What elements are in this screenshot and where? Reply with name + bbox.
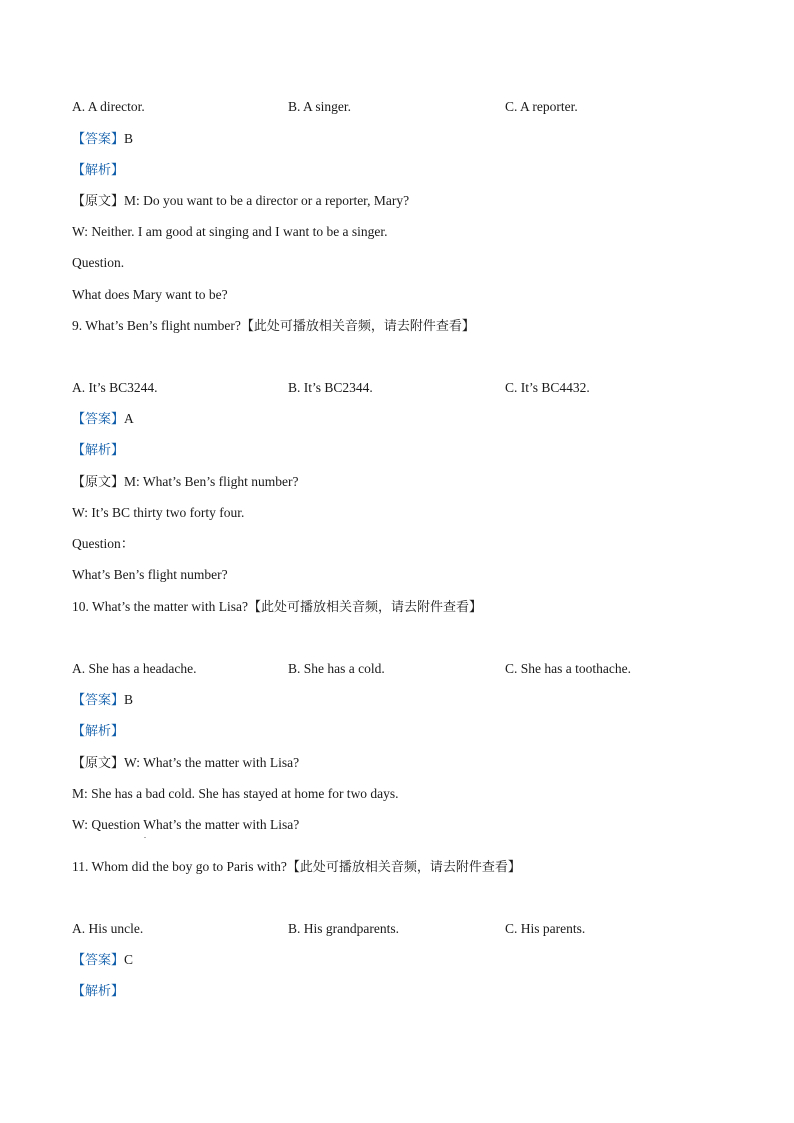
analysis-tag: 【解析】 [72,984,125,999]
q8-option-a: A. A director. [72,99,145,114]
answer-value: A [124,411,134,426]
audio-note: 【此处可播放相关音频，请去附件查看】 [286,860,521,875]
q9-analysis [72,441,124,460]
question-text: 9. What’s Ben’s flight number? [72,318,241,333]
q8-line-3: What does Mary want to be? [72,287,228,302]
q11-answer [72,951,133,970]
q10-question [72,598,482,617]
q9-line-3: What’s Ben’s flight number? [72,567,228,582]
q9-original [72,473,299,492]
audio-note: 【此处可播放相关音频，请去附件查看】 [240,319,475,334]
q11-question [72,858,521,877]
q10-option-c: C. She has a toothache. [505,661,631,676]
original-tag: 【原文】 [72,756,125,771]
q9-line-1: W: It’s BC thirty two forty four. [72,505,245,520]
original-text: W: What’s the matter with Lisa? [124,755,300,770]
answer-tag: 【答案】 [72,953,125,968]
q8-option-b: B. A singer. [288,99,352,114]
q8-line-2: Question. [72,255,125,270]
q11-options [72,920,732,938]
q11-option-b: B. His grandparents. [288,921,399,936]
q10-option-a: A. She has a headache. [72,661,197,676]
q10-answer [72,691,133,710]
answer-value: C [124,952,134,967]
q8-answer [72,130,133,149]
analysis-tag: 【解析】 [72,724,125,739]
answer-value: B [124,692,134,707]
q11-option-c: C. His parents. [505,921,586,936]
q9-question [72,317,475,336]
q8-analysis [72,161,124,180]
analysis-tag: 【解析】 [72,443,125,458]
q8-options [72,98,732,116]
original-tag: 【原文】 [72,194,125,209]
q9-option-b: B. It’s BC2344. [288,380,373,395]
original-text: M: Do you want to be a director or a reporter, Mary? [124,193,410,208]
answer-tag: 【答案】 [72,412,125,427]
q9-line-2: Question： [72,536,135,551]
q8-original [72,192,409,211]
original-text: M: What’s Ben’s flight number? [124,474,299,489]
audio-note: 【此处可播放相关音频，请去附件查看】 [247,600,482,615]
q10-line-2: W: Question What’s the matter with Lisa? [72,817,300,832]
answer-tag: 【答案】 [72,132,125,147]
q10-line-1: M: She has a bad cold. She has stayed at home for two days. [72,786,399,801]
q9-option-c: C. It’s BC4432. [505,380,590,395]
q8-option-c: C. A reporter. [505,99,578,114]
punctuation-dot: . [144,831,146,840]
question-text: 10. What’s the matter with Lisa? [72,599,248,614]
q9-option-a: A. It’s BC3244. [72,380,158,395]
q10-option-b: B. She has a cold. [288,661,385,676]
q10-analysis [72,722,124,741]
answer-value: B [124,131,134,146]
original-tag: 【原文】 [72,475,125,490]
q11-analysis [72,982,124,1001]
answer-tag: 【答案】 [72,693,125,708]
q10-original [72,754,299,773]
q8-line-1: W: Neither. I am good at singing and I want to be a singer. [72,224,388,239]
analysis-tag: 【解析】 [72,163,125,178]
question-text: 11. Whom did the boy go to Paris with? [72,859,287,874]
q9-options [72,379,732,397]
q11-option-a: A. His uncle. [72,921,144,936]
q10-options [72,660,732,678]
q9-answer [72,410,134,429]
